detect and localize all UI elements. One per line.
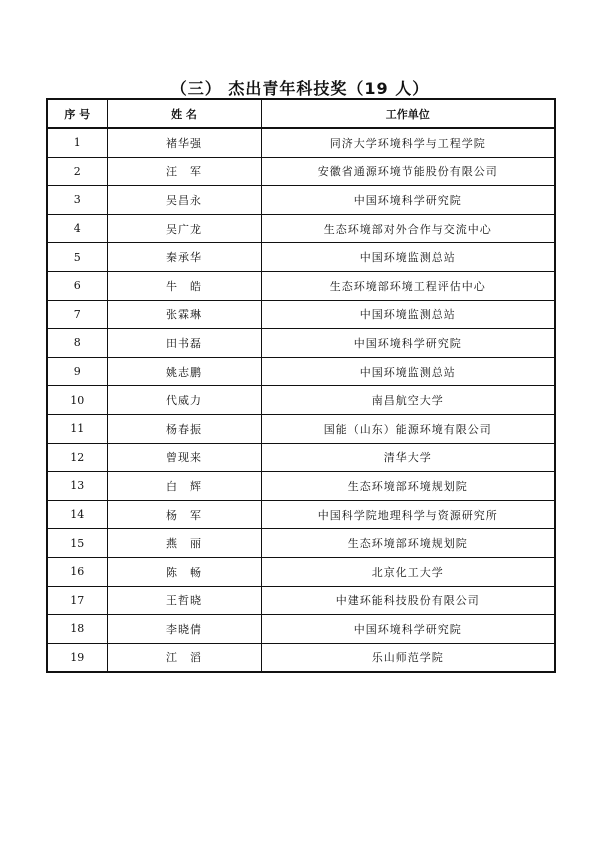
work-unit-cell: 乐山师范学院 bbox=[261, 643, 555, 672]
work-unit-cell: 国能（山东）能源环境有限公司 bbox=[261, 414, 555, 443]
work-unit-cell: 安徽省通源环境节能股份有限公司 bbox=[261, 157, 555, 186]
name-cell: 江 滔 bbox=[107, 643, 261, 672]
table-row bbox=[47, 529, 555, 558]
table-row bbox=[47, 615, 555, 644]
name-cell: 田书磊 bbox=[107, 329, 261, 358]
serial-number-cell: 5 bbox=[47, 243, 107, 272]
serial-number-cell: 10 bbox=[47, 386, 107, 415]
work-unit-cell: 南昌航空大学 bbox=[261, 386, 555, 415]
name-cell: 褚华强 bbox=[107, 128, 261, 157]
serial-number-cell: 14 bbox=[47, 500, 107, 529]
name-cell: 汪 军 bbox=[107, 157, 261, 186]
table-header-row bbox=[47, 99, 555, 128]
name-cell: 吴昌永 bbox=[107, 186, 261, 215]
table-row bbox=[47, 300, 555, 329]
serial-number-cell: 9 bbox=[47, 357, 107, 386]
name-cell: 牛 皓 bbox=[107, 271, 261, 300]
table-row bbox=[47, 643, 555, 672]
page-title: （三） 杰出青年科技奖（19 人） bbox=[170, 79, 430, 98]
table-row bbox=[47, 500, 555, 529]
work-unit-cell: 同济大学环境科学与工程学院 bbox=[261, 128, 555, 157]
table-row bbox=[47, 271, 555, 300]
serial-number-cell: 1 bbox=[47, 128, 107, 157]
work-unit-cell: 中建环能科技股份有限公司 bbox=[261, 586, 555, 615]
award-table bbox=[46, 98, 556, 673]
table-row bbox=[47, 128, 555, 157]
work-unit-cell: 中国环境监测总站 bbox=[261, 300, 555, 329]
work-unit-cell: 中国环境科学研究院 bbox=[261, 615, 555, 644]
serial-number-cell: 15 bbox=[47, 529, 107, 558]
work-unit-cell: 北京化工大学 bbox=[261, 557, 555, 586]
table-row bbox=[47, 414, 555, 443]
name-cell: 李晓倩 bbox=[107, 615, 261, 644]
name-cell: 曾现来 bbox=[107, 443, 261, 472]
table-row bbox=[47, 357, 555, 386]
table-row bbox=[47, 586, 555, 615]
serial-number-cell: 19 bbox=[47, 643, 107, 672]
serial-number-cell: 8 bbox=[47, 329, 107, 358]
table-header bbox=[47, 99, 555, 128]
name-cell: 陈 畅 bbox=[107, 557, 261, 586]
header-serial-number: 序 号 bbox=[47, 99, 107, 128]
work-unit-cell: 中国环境科学研究院 bbox=[261, 329, 555, 358]
name-cell: 王哲晓 bbox=[107, 586, 261, 615]
name-cell: 杨春振 bbox=[107, 414, 261, 443]
serial-number-cell: 2 bbox=[47, 157, 107, 186]
serial-number-cell: 17 bbox=[47, 586, 107, 615]
name-cell: 白 辉 bbox=[107, 472, 261, 501]
table-row bbox=[47, 186, 555, 215]
serial-number-cell: 16 bbox=[47, 557, 107, 586]
name-cell: 姚志鹏 bbox=[107, 357, 261, 386]
table-row bbox=[47, 472, 555, 501]
table-body bbox=[47, 128, 555, 672]
serial-number-cell: 12 bbox=[47, 443, 107, 472]
name-cell: 代威力 bbox=[107, 386, 261, 415]
work-unit-cell: 中国环境科学研究院 bbox=[261, 186, 555, 215]
table-row bbox=[47, 386, 555, 415]
work-unit-cell: 生态环境部环境工程评估中心 bbox=[261, 271, 555, 300]
serial-number-cell: 4 bbox=[47, 214, 107, 243]
work-unit-cell: 生态环境部对外合作与交流中心 bbox=[261, 214, 555, 243]
table-row bbox=[47, 329, 555, 358]
work-unit-cell: 中国科学院地理科学与资源研究所 bbox=[261, 500, 555, 529]
header-name: 姓 名 bbox=[107, 99, 261, 128]
name-cell: 秦承华 bbox=[107, 243, 261, 272]
name-cell: 吴广龙 bbox=[107, 214, 261, 243]
table-row bbox=[47, 557, 555, 586]
work-unit-cell: 生态环境部环境规划院 bbox=[261, 472, 555, 501]
work-unit-cell: 清华大学 bbox=[261, 443, 555, 472]
table-row bbox=[47, 243, 555, 272]
serial-number-cell: 3 bbox=[47, 186, 107, 215]
serial-number-cell: 7 bbox=[47, 300, 107, 329]
work-unit-cell: 中国环境监测总站 bbox=[261, 357, 555, 386]
table-row bbox=[47, 157, 555, 186]
name-cell: 杨 军 bbox=[107, 500, 261, 529]
serial-number-cell: 6 bbox=[47, 271, 107, 300]
table-row bbox=[47, 443, 555, 472]
name-cell: 燕 丽 bbox=[107, 529, 261, 558]
serial-number-cell: 11 bbox=[47, 414, 107, 443]
name-cell: 张霖琳 bbox=[107, 300, 261, 329]
header-work-unit: 工作单位 bbox=[261, 99, 555, 128]
work-unit-cell: 生态环境部环境规划院 bbox=[261, 529, 555, 558]
work-unit-cell: 中国环境监测总站 bbox=[261, 243, 555, 272]
serial-number-cell: 18 bbox=[47, 615, 107, 644]
serial-number-cell: 13 bbox=[47, 472, 107, 501]
table-row bbox=[47, 214, 555, 243]
